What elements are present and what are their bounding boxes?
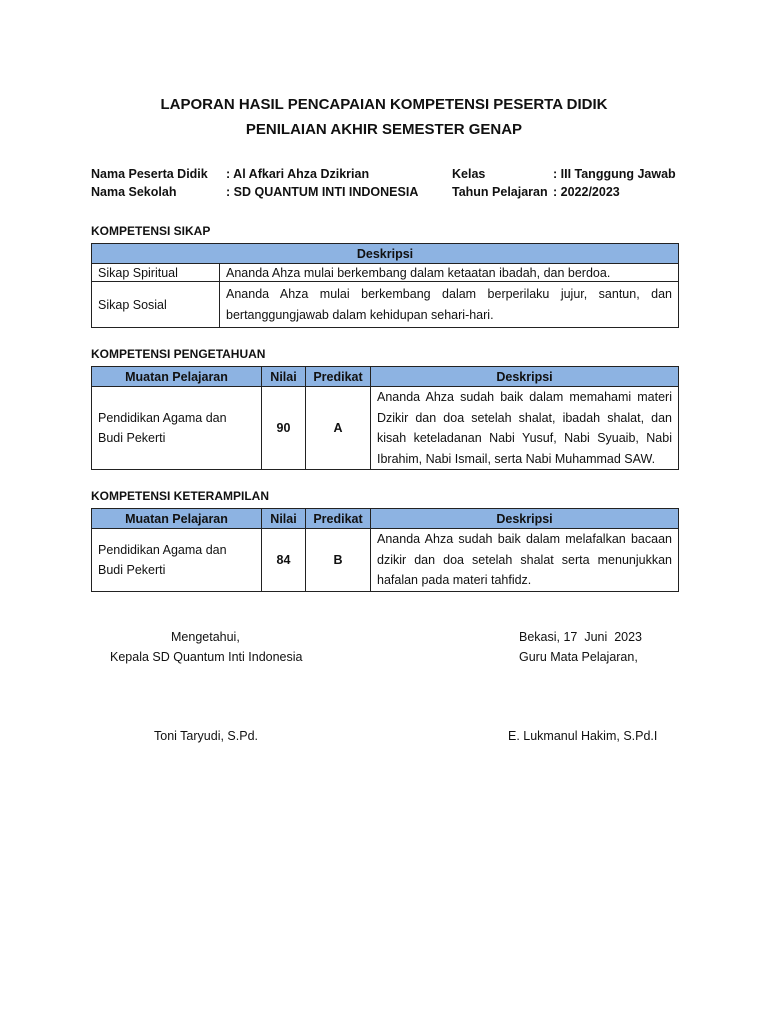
sikap-label: Sikap Sosial: [92, 282, 220, 328]
subject-cell: Pendidikan Agama dan Budi Pekerti: [92, 529, 262, 592]
sig-left-line2: Kepala SD Quantum Inti Indonesia: [110, 650, 303, 664]
school-value: : SD QUANTUM INTI INDONESIA: [226, 185, 419, 199]
sikap-heading: KOMPETENSI SIKAP: [91, 224, 211, 238]
sikap-header-row: [92, 244, 679, 264]
predicate-cell: A: [306, 387, 371, 470]
sikap-label: Sikap Spiritual: [92, 264, 220, 282]
score-cell: 84: [262, 529, 306, 592]
student-name-label: Nama Peserta Didik: [91, 167, 208, 181]
desc-cell: Ananda Ahza sudah baik dalam memahami materi Dzikir dan doa setelah shalat, ibadah shalat, dan kisah keteladanan Nabi Yusuf, Nabi Syuaib, Nabi Ibrahim, Nabi Ismail, serta Nabi Muhammad SAW.: [371, 387, 679, 470]
info-row-1: [91, 167, 691, 185]
keterampilan-table: [91, 508, 679, 592]
sikap-desc: Ananda Ahza mulai berkembang dalam berperilaku jujur, santun, dan bertanggungjawab dalam kehidupan sehari-hari.: [220, 282, 679, 328]
keterampilan-header-row: [92, 509, 679, 529]
student-name-value: : Al Afkari Ahza Dzikrian: [226, 167, 370, 181]
sig-right-name: E. Lukmanul Hakim, S.Pd.I: [508, 729, 658, 743]
school-label: Nama Sekolah: [91, 185, 177, 199]
col-desc: Deskripsi: [371, 367, 679, 387]
table-row: [92, 282, 679, 328]
predicate-cell: B: [306, 529, 371, 592]
report-title: LAPORAN HASIL PENCAPAIAN KOMPETENSI PESERTA DIDIK: [160, 96, 608, 113]
col-subject: Muatan Pelajaran: [92, 367, 262, 387]
score-cell: 90: [262, 387, 306, 470]
year-value: : 2022/2023: [553, 185, 620, 199]
info-row-2: [91, 185, 691, 203]
sig-right-line1: Bekasi, 17 Juni 2023: [519, 630, 642, 644]
table-row: [92, 387, 679, 470]
sikap-desc: Ananda Ahza mulai berkembang dalam ketaatan ibadah, dan berdoa.: [220, 264, 679, 282]
pengetahuan-table: [91, 366, 679, 470]
sikap-table: [91, 243, 679, 328]
class-value: : III Tanggung Jawab: [553, 167, 676, 181]
sikap-col-desc: Deskripsi: [92, 244, 679, 264]
sig-left-line1: Mengetahui,: [171, 630, 240, 644]
pengetahuan-heading: KOMPETENSI PENGETAHUAN: [91, 347, 266, 361]
col-predicate: Predikat: [306, 367, 371, 387]
col-subject: Muatan Pelajaran: [92, 509, 262, 529]
report-subtitle: PENILAIAN AKHIR SEMESTER GENAP: [245, 121, 523, 138]
student-info: [91, 167, 691, 203]
col-desc: Deskripsi: [371, 509, 679, 529]
col-predicate: Predikat: [306, 509, 371, 529]
year-label: Tahun Pelajaran: [452, 185, 548, 199]
pengetahuan-header-row: [92, 367, 679, 387]
col-score: Nilai: [262, 367, 306, 387]
table-row: [92, 264, 679, 282]
desc-cell: Ananda Ahza sudah baik dalam melafalkan bacaan dzikir dan doa setelah shalat serta menunjukkan hafalan pada materi tahfidz.: [371, 529, 679, 592]
col-score: Nilai: [262, 509, 306, 529]
table-row: [92, 529, 679, 592]
subject-cell: Pendidikan Agama dan Budi Pekerti: [92, 387, 262, 470]
sig-left-name: Toni Taryudi, S.Pd.: [154, 729, 258, 743]
keterampilan-heading: KOMPETENSI KETERAMPILAN: [91, 489, 270, 503]
class-label: Kelas: [452, 167, 486, 181]
sig-right-line2: Guru Mata Pelajaran,: [519, 650, 638, 664]
